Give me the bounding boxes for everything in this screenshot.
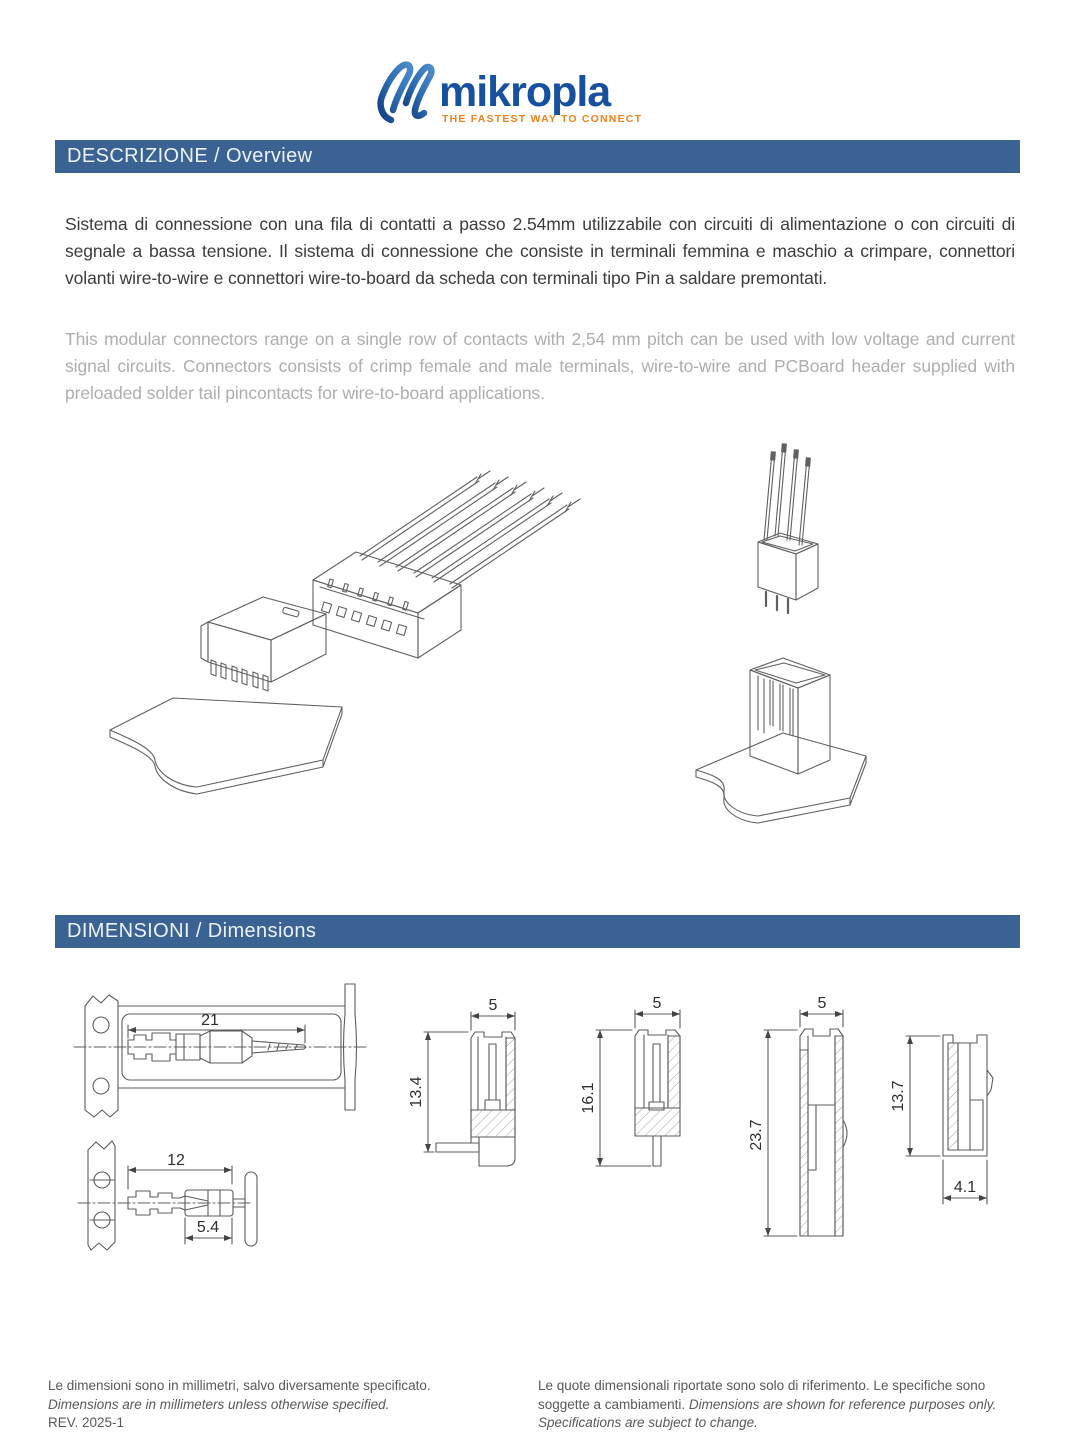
dimension-5-4 — [185, 1218, 232, 1244]
plug-housing-dimension-figure — [890, 1035, 993, 1204]
dim-label-12: 12 — [167, 1152, 185, 1169]
revision-label: REV. 2025-1 — [48, 1415, 125, 1430]
male-terminal-dimension-figure — [74, 984, 366, 1117]
dimension-drawings — [58, 970, 1018, 1305]
header-pins — [764, 444, 810, 545]
connector-overview-drawings — [58, 430, 1018, 880]
dimension-23-7 — [748, 1030, 797, 1236]
overview-paragraph-english: This modular connectors range on a single row of contacts with 2,54 mm pitch can be used with low voltage and current signal circuits. Connectors consists of crimp female and male terminals, wire-to-wire and PCBoard header supplied with preloaded solder tail pincontacts for wire-to-board applications. — [65, 328, 1015, 403]
dim-label-13-7: 13.7 — [890, 1080, 907, 1112]
female-terminal-outline — [128, 1172, 257, 1246]
dimension-12 — [128, 1152, 232, 1189]
wire-to-board-connector-on-pcb-drawing — [110, 597, 342, 794]
section-header-overview — [55, 140, 1020, 173]
dimension-4-1 — [943, 1160, 987, 1204]
dim-label-23-7: 23.7 — [748, 1119, 765, 1151]
crimped-wires — [360, 471, 580, 588]
dim-label-5: 5 — [817, 995, 827, 1012]
dimension-5-ra — [471, 997, 515, 1030]
brand-name: mikropla — [439, 68, 611, 116]
contact-windows — [321, 602, 406, 635]
top-latch-slots — [328, 579, 409, 610]
dim-label-5-4: 5.4 — [196, 1219, 220, 1236]
section-title: DESCRIZIONE / Overview — [67, 145, 313, 167]
footer-left-column — [48, 1377, 518, 1433]
dimension-21 — [128, 1012, 305, 1043]
dimension-5-receptacle — [800, 995, 843, 1027]
female-terminal-dimension-figure — [78, 1141, 257, 1250]
footer-note-italian: Le dimensioni sono in millimetri, salvo diversamente specificato. — [48, 1378, 431, 1393]
shroud-pins — [770, 680, 793, 736]
footer-disclaimer-english: Dimensions are shown for reference purposes only. Specifications are subject to change. — [538, 1396, 997, 1430]
right-angle-header-dimension-figure — [408, 997, 515, 1166]
dimension-13-4 — [408, 1032, 468, 1152]
dim-label-13-4: 13.4 — [408, 1076, 425, 1108]
dimension-5-vert — [635, 995, 680, 1028]
footer-note-english: Dimensions are in millimeters unless otherwise specified. — [48, 1396, 390, 1412]
crimp-contacts — [211, 660, 268, 691]
wire-to-wire-connector-drawing — [313, 471, 580, 658]
dim-label-16-1: 16.1 — [580, 1082, 597, 1114]
dim-label-5: 5 — [488, 997, 498, 1014]
dimension-13-7 — [890, 1036, 940, 1156]
dim-label-21: 21 — [201, 1012, 219, 1029]
dim-label-4-1: 4.1 — [953, 1179, 977, 1196]
logo-graphic — [373, 56, 703, 128]
board-header-on-pcb-drawing — [696, 658, 866, 823]
section-header-dimensions — [55, 915, 1020, 948]
footer-right-column — [538, 1377, 1023, 1433]
dim-label-5: 5 — [652, 995, 662, 1012]
receptacle-housing-dimension-figure — [748, 995, 847, 1236]
dimension-16-1 — [580, 1030, 651, 1166]
mu-logo-icon — [381, 65, 432, 120]
brand-tagline: THE FASTEST WAY TO CONNECT — [442, 113, 643, 125]
section-title: DIMENSIONI / Dimensions — [67, 920, 317, 942]
overview-paragraph-italian: Sistema di connessione con una fila di contatti a passo 2.54mm utilizzabile con circuiti di alimentazione o con circuiti di segnale a bassa tensione. Il sistema di connessione che consiste in terminali femmina e maschio a crimpare, connettori volanti wire-to-wire e connettori wire-to-board da scheda con terminali tipo Pin a saldare premontati. — [65, 213, 1015, 288]
footer-disclaimer-italian: Le quote dimensionali riportate sono solo di riferimento. Le specifiche sono soggette a cambiamenti. — [538, 1378, 986, 1412]
brand-logo — [373, 56, 703, 133]
vertical-header-dimension-figure — [580, 995, 680, 1166]
pin-header-drawing — [758, 444, 818, 613]
